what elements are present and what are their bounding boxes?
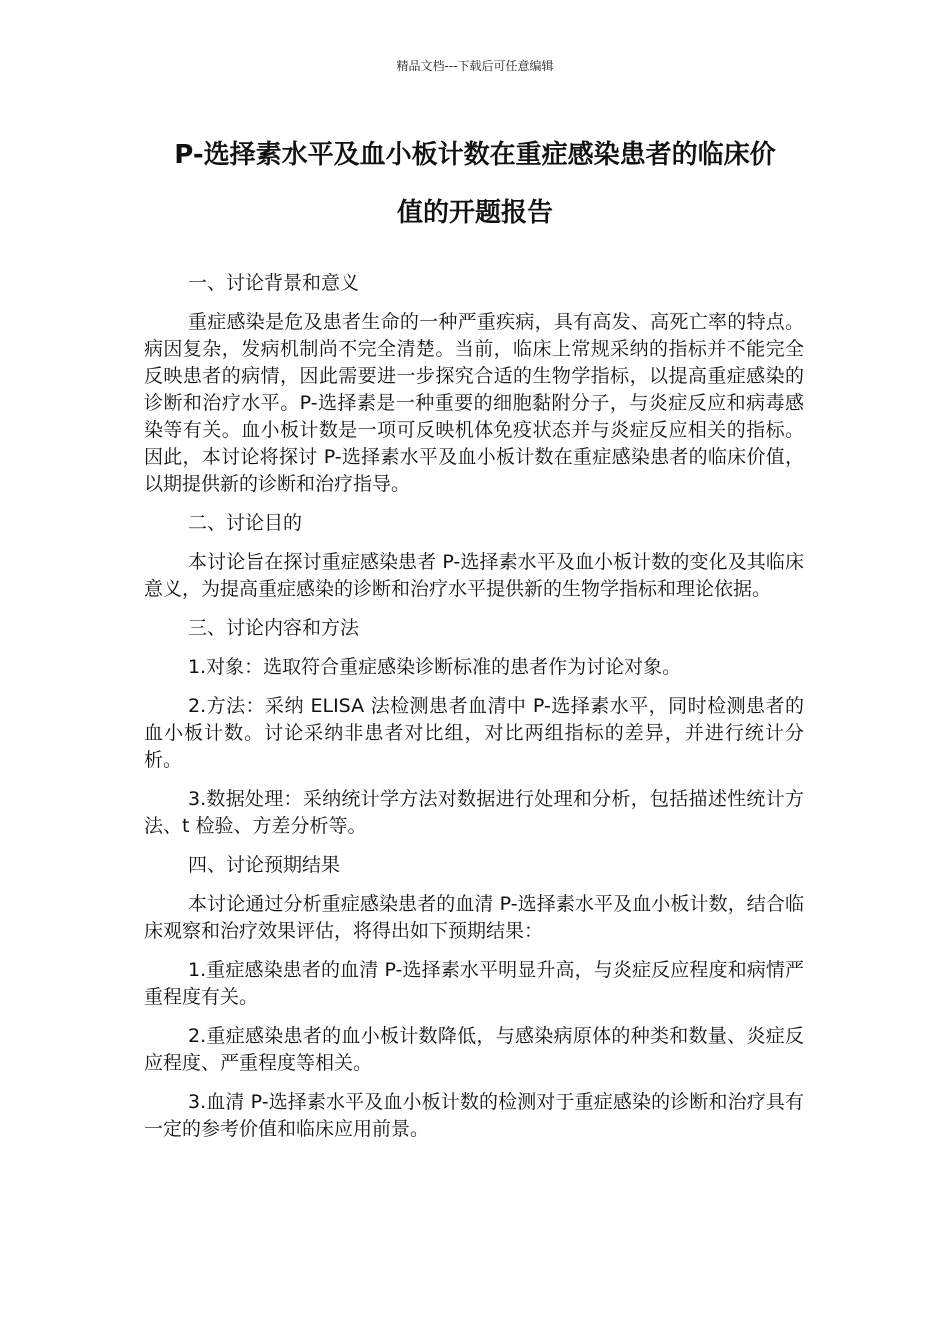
title-line-1: P-选择素水平及血小板计数在重症感染患者的临床价 xyxy=(174,140,776,170)
title-line-2: 值的开题报告 xyxy=(396,198,553,228)
paragraph-data-processing: 3.数据处理：采纳统计学方法对数据进行处理和分析，包括描述性统计方法、t 检验、方差分析等。 xyxy=(144,788,804,837)
paragraph-methods: 2.方法：采纳 ELISA 法检测患者血清中 P-选择素水平，同时检测患者的血小板计数。讨论采纳非患者对比组，对比两组指标的差异，并进行统计分析。 xyxy=(144,695,804,771)
section-heading-methods: 三、讨论内容和方法 xyxy=(188,617,360,639)
document-title xyxy=(140,126,810,242)
paragraph-subjects: 1.对象：选取符合重症感染诊断标准的患者作为讨论对象。 xyxy=(188,656,682,678)
document-body xyxy=(144,270,804,1155)
paragraph-expected-intro: 本讨论通过分析重症感染患者的血清 P-选择素水平及血小板计数，结合临床观察和治疗效果评估，将得出如下预期结果： xyxy=(144,893,804,942)
section-heading-purpose: 二、讨论目的 xyxy=(188,512,303,534)
paragraph-expected-result-1: 1.重症感染患者的血清 P-选择素水平明显升高，与炎症反应程度和病情严重程度有关。 xyxy=(144,959,804,1008)
paragraph-expected-result-2: 2.重症感染患者的血小板计数降低，与感染病原体的种类和数量、炎症反应程度、严重程度等相关。 xyxy=(144,1025,804,1074)
section-heading-expected-results: 四、讨论预期结果 xyxy=(188,854,341,876)
paragraph-expected-result-3: 3.血清 P-选择素水平及血小板计数的检测对于重症感染的诊断和治疗具有一定的参考价值和临床应用前景。 xyxy=(144,1091,804,1140)
page-header: 精品文档---下载后可任意编辑 xyxy=(396,59,554,73)
paragraph-purpose: 本讨论旨在探讨重症感染患者 P-选择素水平及血小板计数的变化及其临床意义，为提高重症感染的诊断和治疗水平提供新的生物学指标和理论依据。 xyxy=(144,551,804,600)
paragraph-background: 重症感染是危及患者生命的一种严重疾病，具有高发、高死亡率的特点。病因复杂，发病机制尚不完全清楚。当前，临床上常规采纳的指标并不能完全反映患者的病情，因此需要进一步探究合适的生物学指标，以提高重症感染的诊断和治疗水平。P-选择素是一种重要的细胞黏附分子，与炎症反应和病毒感染等有关。血小板计数是一项可反映机体免疫状态并与炎症反应相关的指标。因此，本讨论将探讨 P-选择素水平及血小板计数在重症感染患者的临床价值，以期提供新的诊断和治疗指导。 xyxy=(144,311,804,495)
section-heading-background: 一、讨论背景和意义 xyxy=(188,272,360,294)
